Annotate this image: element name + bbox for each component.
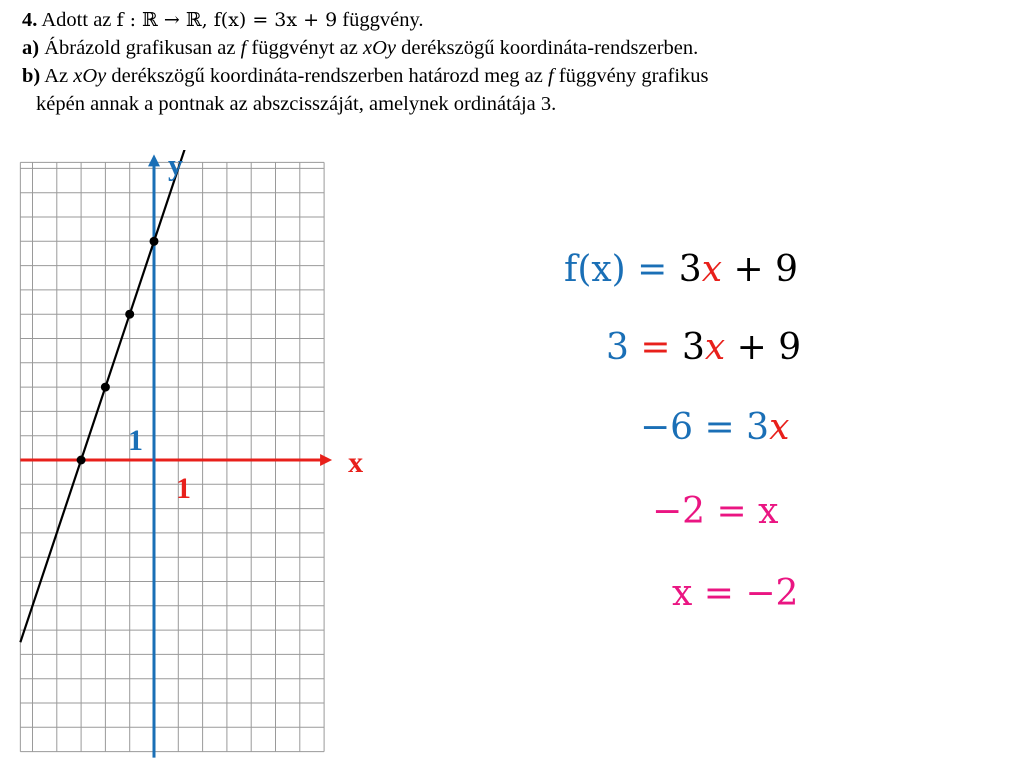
eq1-rest: + 9 xyxy=(733,249,798,290)
function-definition: f : ℝ → ℝ, f(x) = 3x + 9 xyxy=(116,9,338,31)
problem-intro: Adott az xyxy=(41,9,112,31)
coordinate-graph xyxy=(0,150,400,760)
part-a-f: f xyxy=(240,37,247,59)
eq3-lhs: −6 xyxy=(640,407,694,448)
graph-point xyxy=(77,456,86,465)
part-b-text-1: Az xyxy=(44,65,69,87)
eq1-coef: 3 xyxy=(678,249,702,290)
equation-1 xyxy=(564,248,798,292)
part-a-xoy: xOy xyxy=(362,37,396,59)
x-axis-label: x xyxy=(348,446,364,479)
eq2-var: x xyxy=(704,327,726,368)
eq2-coef: 3 xyxy=(681,327,705,368)
graph-point xyxy=(150,237,159,246)
part-a-text-1: Ábrázold grafikusan az xyxy=(44,37,236,59)
eq3-var: x xyxy=(769,407,790,448)
part-a-text-3: derékszögű koordináta-rendszerben. xyxy=(401,37,699,59)
eq3-coef: 3 xyxy=(746,407,770,448)
y-unit-label: 1 xyxy=(128,424,143,457)
equation-5: x = −2 xyxy=(672,573,799,614)
x-unit-label: 1 xyxy=(176,472,191,505)
problem-intro-end: függvény. xyxy=(342,9,424,31)
problem-statement xyxy=(22,6,1012,118)
function-line xyxy=(20,150,186,642)
graph-svg xyxy=(0,150,400,760)
part-b-f: f xyxy=(547,65,554,87)
eq1-equals: = xyxy=(637,249,668,290)
part-b-label: b) xyxy=(22,65,41,87)
part-a-line xyxy=(22,34,1012,62)
part-b-line-2: képén annak a pontnak az abszcisszáját, amelynek ordinátája 3. xyxy=(36,93,557,115)
problem-intro-line xyxy=(22,6,1012,34)
x-axis-arrow xyxy=(320,454,332,466)
eq3-equals: = xyxy=(704,407,735,448)
eq2-lhs: 3 xyxy=(606,327,629,368)
part-a-label: a) xyxy=(22,37,40,59)
problem-number: 4. xyxy=(22,9,38,31)
y-axis-label: y xyxy=(168,150,183,182)
equation-4: −2 = x xyxy=(652,491,779,532)
y-axis-arrow xyxy=(148,154,160,166)
part-b-line xyxy=(22,62,1012,90)
graph-point xyxy=(101,383,110,392)
eq2-equals: = xyxy=(640,327,671,368)
part-b-text-3: függvény grafikus xyxy=(558,65,709,87)
part-b-xoy: xOy xyxy=(73,65,107,87)
part-b-text-2: derékszögű koordináta-rendszerben határozd meg az xyxy=(111,65,543,87)
eq2-rest: + 9 xyxy=(736,327,802,368)
eq1-var: x xyxy=(701,249,723,290)
equation-2 xyxy=(606,326,801,370)
graph-point xyxy=(125,310,134,319)
equation-3 xyxy=(640,406,789,450)
part-a-text-2: függvényt az xyxy=(251,37,358,59)
eq1-lhs: f(x) xyxy=(564,249,626,290)
